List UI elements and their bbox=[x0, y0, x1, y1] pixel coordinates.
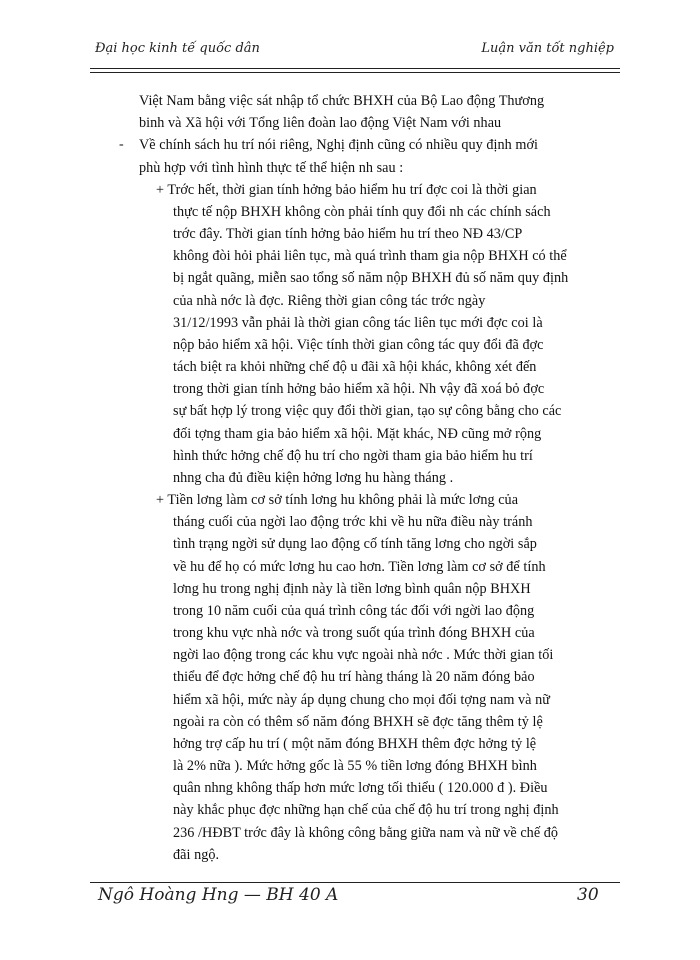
text-line: nhng cha đủ điều kiện hởng lơng hu hàng tháng . bbox=[173, 469, 454, 486]
text-line: Về chính sách hu trí nói riêng, Nghị định cũng có nhiều quy định mới bbox=[139, 137, 539, 154]
text-line: thiểu để đợc hởng chế độ hu trí hàng tháng là 20 năm đóng bảo bbox=[173, 669, 535, 686]
text-line: trong 10 năm cuối của quá trình công tác đối với ngời lao động bbox=[173, 602, 535, 619]
page-number: 30 bbox=[577, 885, 599, 905]
list-dash-bullet: - bbox=[119, 137, 124, 153]
text-line: về hu để họ có mức lơng hu cao hơn. Tiền lơng làm cơ sở để tính bbox=[173, 558, 546, 575]
text-line: sự bất hợp lý trong việc quy đổi thời gian, tạo sự công bằng cho các bbox=[173, 403, 562, 420]
text-line: phù hợp với tình hình thực tế thể hiện nh sau : bbox=[139, 159, 404, 176]
text-line: đối tợng tham gia bảo hiểm xã hội. Mặt khác, NĐ cũng mở rộng bbox=[173, 425, 542, 442]
page-header-right: Luận văn tốt nghiệp bbox=[481, 41, 614, 56]
text-line: hởng trợ cấp hu trí ( một năm đóng BHXH thêm đợc hởng tỷ lệ bbox=[173, 735, 537, 752]
text-line: không đòi hỏi phải liên tục, mà quá trình tham gia nộp BHXH có thể bbox=[173, 248, 567, 265]
text-line: của nhà nớc là đợc. Riêng thời gian công tác trớc ngày bbox=[173, 292, 486, 309]
text-line: quân nhng không thấp hơn mức lơng tối thiểu ( 120.000 đ ). Điều bbox=[173, 780, 548, 797]
text-line: tình trạng ngời sử dụng lao động cố tính tăng lơng cho ngời sắp bbox=[173, 536, 537, 553]
text-line: tháng cuối của ngời lao động trớc khi về hu nữa điều này tránh bbox=[173, 514, 533, 531]
text-line: binh và Xã hội với Tổng liên đoàn lao động Việt Nam với nhau bbox=[139, 115, 502, 132]
header-rule-thick bbox=[90, 68, 620, 69]
footer-author: Ngô Hoàng Hng — BH 40 A bbox=[98, 885, 339, 905]
text-line: thực tế nộp BHXH không còn phải tính quy đổi nh các chính sách bbox=[173, 203, 551, 220]
text-line: ngoài ra còn có thêm số năm đóng BHXH sẽ đợc tăng thêm tỷ lệ bbox=[173, 713, 543, 730]
text-line: ngời lao động trong các khu vực ngoài nhà nớc . Mức thời gian tối bbox=[173, 647, 554, 664]
text-line: bị ngắt quãng, miễn sao tổng số năm nộp BHXH đủ số năm quy định bbox=[173, 270, 569, 287]
text-line: 31/12/1993 vẫn phải là thời gian công tác liên tục mới đợc coi là bbox=[173, 314, 543, 331]
text-line: + Trớc hết, thời gian tính hởng bảo hiểm hu trí đợc coi là thời gian bbox=[156, 181, 537, 198]
text-line: hình thức hởng chế độ hu trí cho ngời tham gia bảo hiểm hu trí bbox=[173, 447, 533, 464]
text-line: lơng hu trong nghị định này là tiền lơng bình quân nộp BHXH bbox=[173, 580, 531, 597]
text-line: hiểm xã hội, mức này áp dụng chung cho mọi đối tợng nam và nữ bbox=[173, 691, 551, 708]
text-line: này khắc phục đợc những hạn chế của chế độ hu trí trong nghị định bbox=[173, 802, 559, 819]
text-line: tách biệt ra khỏi những chế độ u đãi xã hội khác, không xét đến bbox=[173, 359, 537, 376]
text-line: nộp bảo hiểm xã hội. Việc tính thời gian công tác quy đổi đã đợc bbox=[173, 336, 544, 353]
text-line: trong khu vực nhà nớc và trong suốt qúa trình đóng BHXH của bbox=[173, 625, 535, 642]
text-line: là 2% nữa ). Mức hởng gốc là 55 % tiền lơng đóng BHXH bình bbox=[173, 758, 537, 775]
text-line: 236 /HĐBT trớc đây là không công bằng giữa nam và nữ về chế độ bbox=[173, 824, 559, 841]
text-line: đãi ngộ. bbox=[173, 846, 220, 863]
page-header-left: Đại học kinh tế quốc dân bbox=[95, 41, 260, 56]
text-line: Việt Nam bằng việc sát nhập tổ chức BHXH của Bộ Lao động Thương bbox=[139, 93, 545, 109]
footer-rule bbox=[90, 882, 620, 883]
text-line: + Tiền lơng làm cơ sở tính lơng hu không phải là mức lơng của bbox=[156, 492, 519, 509]
text-line: trong thời gian tính hởng bảo hiểm xã hội. Nh vậy đã xoá bỏ đợc bbox=[173, 381, 545, 398]
text-line: trớc đây. Thời gian tính hởng bảo hiểm hu trí theo NĐ 43/CP bbox=[173, 226, 523, 243]
header-rule-thin bbox=[90, 72, 620, 73]
